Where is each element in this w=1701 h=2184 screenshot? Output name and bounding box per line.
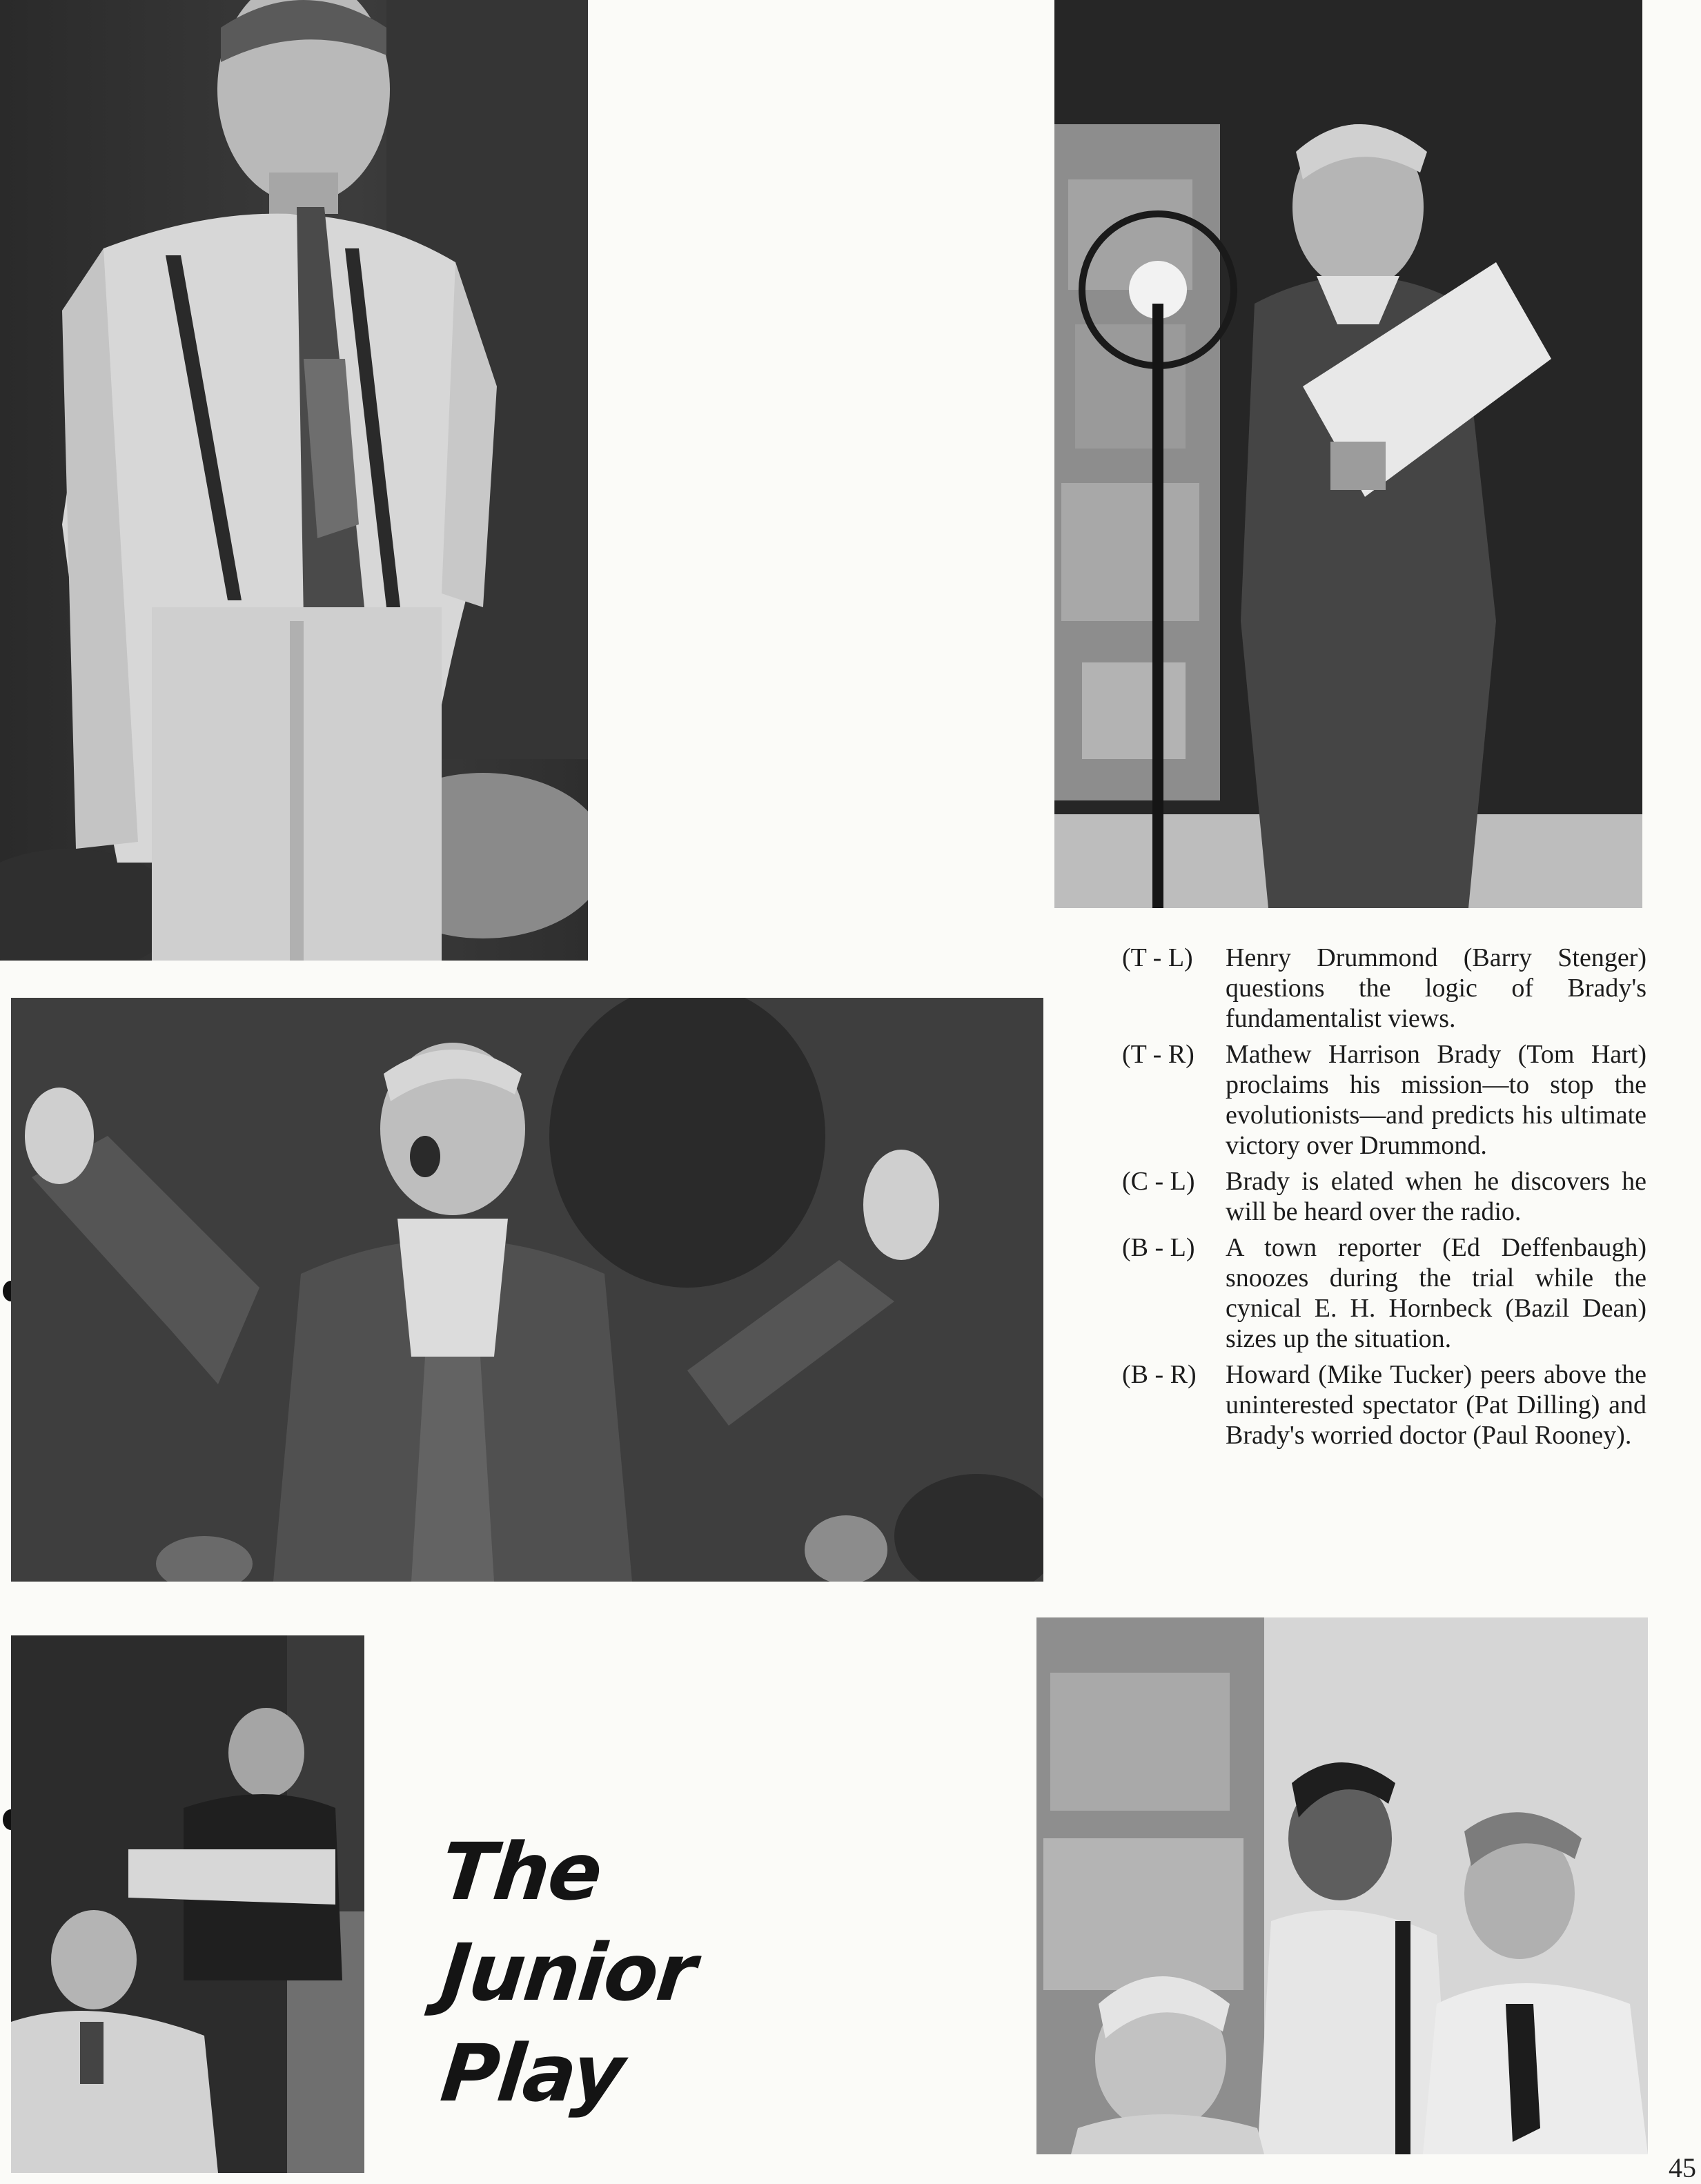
caption-bottom-left <box>1122 1232 1646 1354</box>
caption-bottom-right <box>1122 1359 1646 1450</box>
caption-text: Howard (Mike Tucker) peers above the uninterested spectator (Pat Dilling) and Brady's worried doctor (Paul Rooney). <box>1226 1360 1646 1450</box>
caption-tag: (T - L) <box>1122 943 1193 972</box>
photo-reporter-and-hornbeck <box>11 1635 364 2173</box>
caption-tag: (B - L) <box>1122 1233 1195 1262</box>
caption-top-left <box>1122 943 1646 1034</box>
caption-tag: (T - R) <box>1122 1040 1194 1069</box>
title-line: The <box>437 1826 606 1918</box>
caption-top-right <box>1122 1039 1646 1161</box>
caption-text: A town reporter (Ed Deffenbaugh) snoozes during the trial while the cynical E. H. Hornbeck (Bazil Dean) sizes up the situation. <box>1226 1233 1646 1353</box>
title-line: Play <box>437 2027 628 2119</box>
photo-howard-and-spectators <box>1036 1617 1648 2154</box>
caption-center-left <box>1122 1166 1646 1227</box>
page-number: 45 <box>1669 2152 1696 2183</box>
caption-text: Henry Drummond (Barry Stenger) questions the logic of Brady's fundamentalist views. <box>1226 943 1646 1033</box>
photo-brady-at-radio-microphone <box>1054 0 1642 908</box>
page-title <box>437 1822 773 2124</box>
caption-block <box>1122 943 1646 1456</box>
photo-brady-arms-raised <box>11 998 1043 1582</box>
caption-text: Mathew Harrison Brady (Tom Hart) proclaims his mission—to stop the evolutionists—and predicts his ultimate victory over Drummond. <box>1226 1040 1646 1160</box>
caption-tag: (C - L) <box>1122 1167 1195 1196</box>
title-line: Junior <box>437 1927 700 2018</box>
caption-text: Brady is elated when he discovers he will be heard over the radio. <box>1226 1167 1646 1226</box>
caption-tag: (B - R) <box>1122 1360 1197 1389</box>
photo-henry-drummond <box>0 0 588 961</box>
